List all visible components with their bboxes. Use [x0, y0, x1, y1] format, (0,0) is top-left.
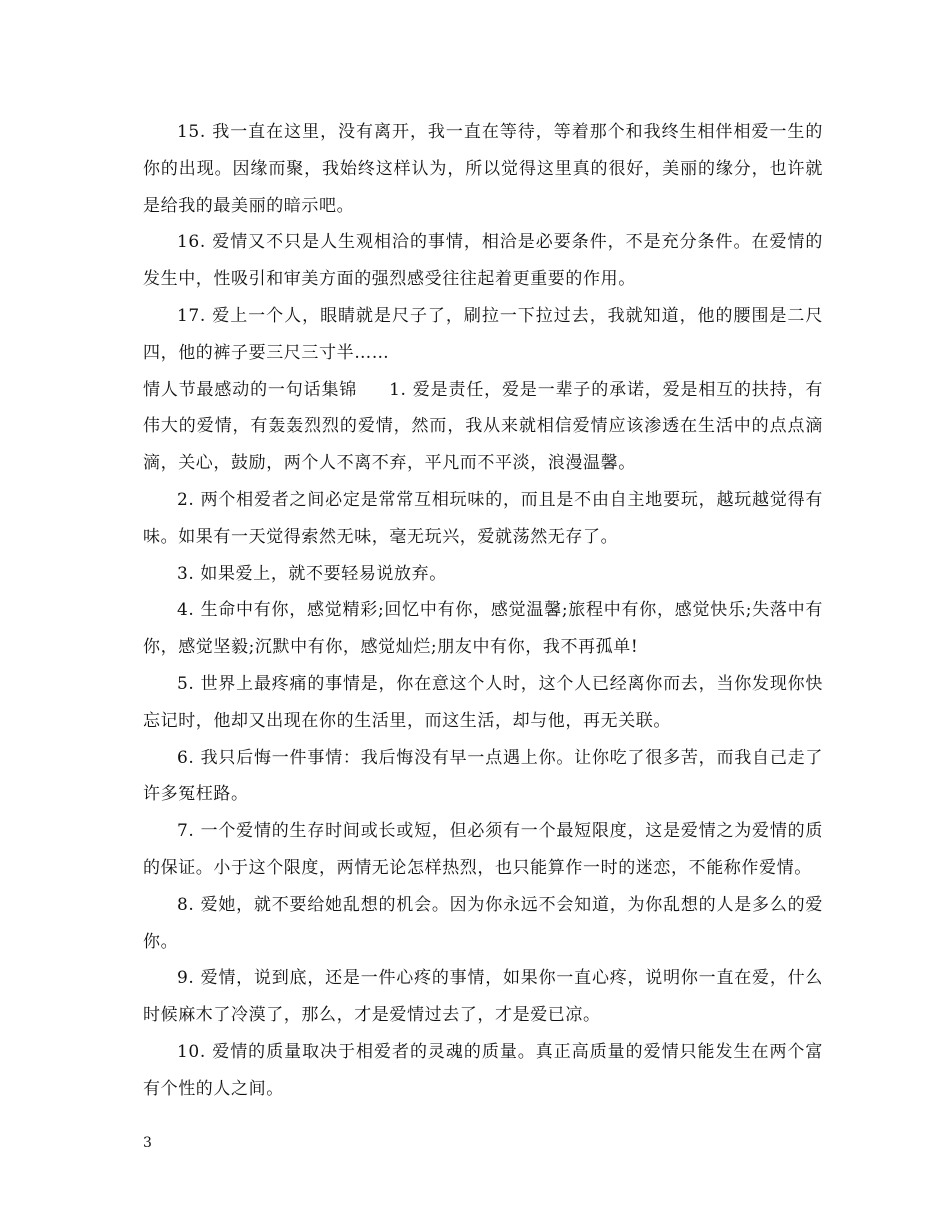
- paragraph-15: 15. 我一直在这里，没有离开，我一直在等待，等着那个和我终生相伴相爱一生的你的出现。因缘而聚，我始终这样认为，所以觉得这里真的很好，美丽的缘分，也许就是给我的最美丽的暗示吧。: [143, 122, 823, 216]
- paragraph-9: 9. 爱情，说到底，还是一件心疼的事情，如果你一直心疼，说明你一直在爱，什么时候麻木了冷漠了，那么，才是爱情过去了，才是爱已凉。: [143, 968, 823, 1026]
- paragraph-1: 1. 爱是责任，爱是一辈子的承诺，爱是相互的扶持，有伟大的爱情，有轰轰烈烈的爱情，然而，我从来就相信爱情应该渗透在生活中的点点滴滴，关心，鼓励，两个人不离不弃，平凡而不平淡，浪漫温馨。: [143, 379, 823, 474]
- paragraph-7: 7. 一个爱情的生存时间或长或短，但必须有一个最短限度，这是爱情之为爱情的质的保证。小于这个限度，两情无论怎样热烈，也只能算作一时的迷恋，不能称作爱情。: [143, 821, 823, 878]
- document-body: [143, 114, 823, 1108]
- paragraph-6: 6. 我只后悔一件事情：我后悔没有早一点遇上你。让你吃了很多苦，而我自己走了许多冤枉路。: [143, 747, 823, 805]
- paragraph-8: 8. 爱她，就不要给她乱想的机会。因为你永远不会知道，为你乱想的人是多么的爱你。: [143, 894, 823, 952]
- paragraph-2: 2. 两个相爱者之间必定是常常互相玩味的，而且是不由自主地要玩，越玩越觉得有味。如果有一天觉得索然无味，毫无玩兴，爱就荡然无存了。: [143, 489, 823, 547]
- paragraph-17: 17. 爱上一个人，眼睛就是尺子了，刷拉一下拉过去，我就知道，他的腰围是二尺四，他的裤子要三尺三寸半……: [143, 305, 823, 363]
- section-paragraph: [143, 372, 823, 482]
- paragraph-16: 16. 爱情又不只是人生观相洽的事情，相洽是必要条件，不是充分条件。在爱情的发生中，性吸引和审美方面的强烈感受往往起着更重要的作用。: [143, 232, 823, 290]
- paragraph-10: 10. 爱情的质量取决于相爱者的灵魂的质量。真正高质量的爱情只能发生在两个富有个性的人之间。: [143, 1041, 823, 1099]
- paragraph-3: 3. 如果爱上，就不要轻易说放弃。: [177, 563, 447, 584]
- section-title: 情人节最感动的一句话集锦: [143, 379, 358, 400]
- paragraph-5: 5. 世界上最疼痛的事情是，你在意这个人时，这个人已经离你而去，当你发现你快忘记时，他却又出现在你的生活里，而这生活，却与他，再无关联。: [143, 673, 823, 731]
- paragraph-4: 4. 生命中有你，感觉精彩;回忆中有你，感觉温馨;旅程中有你，感觉快乐;失落中有你，感觉坚毅;沉默中有你，感觉灿烂;朋友中有你，我不再孤单!: [143, 600, 823, 658]
- page-number: 3: [143, 1135, 152, 1151]
